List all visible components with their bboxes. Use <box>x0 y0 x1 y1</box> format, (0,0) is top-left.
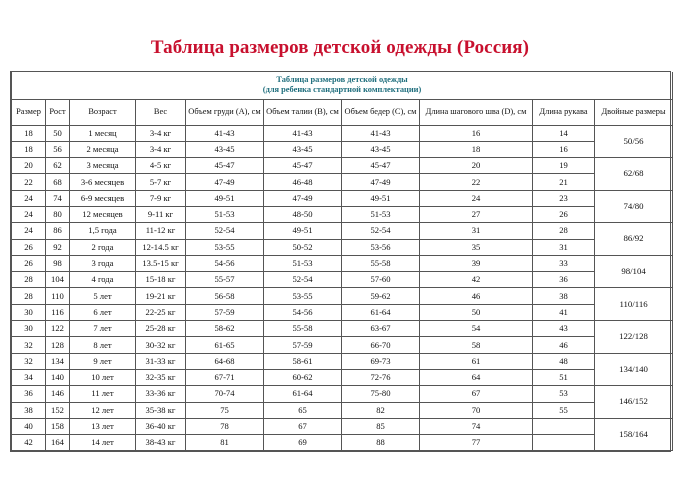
cell-double-size: 50/56 <box>595 125 673 158</box>
cell-waist: 43-45 <box>264 141 342 157</box>
cell-age: 1,5 года <box>70 223 136 239</box>
cell-inseam: 42 <box>420 272 533 288</box>
cell-sleeve: 33 <box>533 255 595 271</box>
cell-waist: 67 <box>264 418 342 434</box>
cell-sleeve: 48 <box>533 353 595 369</box>
cell-weight: 31-33 кг <box>136 353 186 369</box>
cell-size: 32 <box>12 353 46 369</box>
cell-hips: 51-53 <box>342 206 420 222</box>
cell-height: 80 <box>46 206 70 222</box>
cell-waist: 53-55 <box>264 288 342 304</box>
cell-weight: 15-18 кг <box>136 272 186 288</box>
table-row <box>12 435 673 451</box>
cell-sleeve: 55 <box>533 402 595 418</box>
cell-double-size: 62/68 <box>595 158 673 191</box>
table-row <box>12 141 673 157</box>
cell-waist: 58-61 <box>264 353 342 369</box>
table-caption-line2: (для ребенка стандартной комплектации) <box>262 85 422 95</box>
cell-height: 116 <box>46 304 70 320</box>
cell-waist: 57-59 <box>264 337 342 353</box>
cell-chest: 75 <box>186 402 264 418</box>
header-size: Размер <box>12 99 46 125</box>
cell-age: 14 лет <box>70 435 136 451</box>
cell-sleeve: 43 <box>533 321 595 337</box>
cell-height: 110 <box>46 288 70 304</box>
cell-waist: 52-54 <box>264 272 342 288</box>
cell-chest: 43-45 <box>186 141 264 157</box>
cell-weight: 35-38 кг <box>136 402 186 418</box>
cell-chest: 54-56 <box>186 255 264 271</box>
cell-sleeve: 36 <box>533 272 595 288</box>
cell-inseam: 50 <box>420 304 533 320</box>
size-table <box>11 72 673 451</box>
cell-double-size: 122/128 <box>595 321 673 354</box>
header-chest: Объем груди (А), см <box>186 99 264 125</box>
table-row <box>12 158 673 174</box>
cell-hips: 53-56 <box>342 239 420 255</box>
cell-sleeve: 14 <box>533 125 595 141</box>
cell-sleeve: 28 <box>533 223 595 239</box>
cell-double-size: 110/116 <box>595 288 673 321</box>
cell-size: 18 <box>12 125 46 141</box>
cell-size: 24 <box>12 206 46 222</box>
cell-waist: 51-53 <box>264 255 342 271</box>
cell-hips: 72-76 <box>342 369 420 385</box>
cell-inseam: 39 <box>420 255 533 271</box>
cell-inseam: 77 <box>420 435 533 451</box>
cell-chest: 61-65 <box>186 337 264 353</box>
cell-chest: 70-74 <box>186 386 264 402</box>
cell-inseam: 74 <box>420 418 533 434</box>
size-table-container <box>10 71 671 452</box>
cell-weight: 32-35 кг <box>136 369 186 385</box>
cell-hips: 63-67 <box>342 321 420 337</box>
cell-age: 5 лет <box>70 288 136 304</box>
cell-sleeve: 41 <box>533 304 595 320</box>
cell-size: 34 <box>12 369 46 385</box>
table-row <box>12 206 673 222</box>
cell-waist: 61-64 <box>264 386 342 402</box>
cell-double-size: 74/80 <box>595 190 673 223</box>
cell-inseam: 54 <box>420 321 533 337</box>
cell-weight: 5-7 кг <box>136 174 186 190</box>
cell-hips: 88 <box>342 435 420 451</box>
cell-hips: 82 <box>342 402 420 418</box>
cell-size: 28 <box>12 272 46 288</box>
cell-hips: 57-60 <box>342 272 420 288</box>
cell-hips: 49-51 <box>342 190 420 206</box>
cell-chest: 81 <box>186 435 264 451</box>
table-row <box>12 304 673 320</box>
cell-inseam: 18 <box>420 141 533 157</box>
cell-sleeve: 16 <box>533 141 595 157</box>
cell-waist: 47-49 <box>264 190 342 206</box>
cell-size: 30 <box>12 304 46 320</box>
table-row <box>12 353 673 369</box>
cell-age: 6 лет <box>70 304 136 320</box>
cell-weight: 25-28 кг <box>136 321 186 337</box>
cell-age: 3-6 месяцев <box>70 174 136 190</box>
cell-weight: 3-4 кг <box>136 141 186 157</box>
cell-chest: 58-62 <box>186 321 264 337</box>
cell-hips: 75-80 <box>342 386 420 402</box>
cell-weight: 36-40 кг <box>136 418 186 434</box>
cell-hips: 47-49 <box>342 174 420 190</box>
cell-inseam: 70 <box>420 402 533 418</box>
page-title: Таблица размеров детской одежды (Россия) <box>150 37 530 58</box>
cell-height: 98 <box>46 255 70 271</box>
cell-height: 86 <box>46 223 70 239</box>
header-double-sizes: Двойные размеры <box>595 99 673 125</box>
cell-weight: 13.5-15 кг <box>136 255 186 271</box>
cell-size: 36 <box>12 386 46 402</box>
table-row <box>12 223 673 239</box>
cell-hips: 61-64 <box>342 304 420 320</box>
cell-hips: 66-70 <box>342 337 420 353</box>
cell-inseam: 46 <box>420 288 533 304</box>
cell-age: 2 месяца <box>70 141 136 157</box>
cell-inseam: 31 <box>420 223 533 239</box>
table-caption-line1: Таблица размеров детской одежды <box>276 75 408 85</box>
cell-double-size: 146/152 <box>595 386 673 419</box>
cell-size: 24 <box>12 223 46 239</box>
cell-chest: 49-51 <box>186 190 264 206</box>
cell-age: 8 лет <box>70 337 136 353</box>
header-hips: Объем бедер (С), см <box>342 99 420 125</box>
cell-inseam: 67 <box>420 386 533 402</box>
cell-weight: 19-21 кг <box>136 288 186 304</box>
cell-hips: 59-62 <box>342 288 420 304</box>
cell-hips: 45-47 <box>342 158 420 174</box>
cell-chest: 41-43 <box>186 125 264 141</box>
cell-sleeve: 21 <box>533 174 595 190</box>
cell-height: 56 <box>46 141 70 157</box>
table-row <box>12 239 673 255</box>
cell-inseam: 35 <box>420 239 533 255</box>
cell-height: 134 <box>46 353 70 369</box>
header-age: Возраст <box>70 99 136 125</box>
table-row <box>12 174 673 190</box>
header-height: Рост <box>46 99 70 125</box>
cell-hips: 55-58 <box>342 255 420 271</box>
cell-double-size: 134/140 <box>595 353 673 386</box>
cell-height: 152 <box>46 402 70 418</box>
cell-size: 32 <box>12 337 46 353</box>
cell-sleeve: 31 <box>533 239 595 255</box>
table-row <box>12 402 673 418</box>
cell-sleeve: 53 <box>533 386 595 402</box>
cell-hips: 85 <box>342 418 420 434</box>
cell-sleeve: 19 <box>533 158 595 174</box>
cell-height: 62 <box>46 158 70 174</box>
cell-age: 3 месяца <box>70 158 136 174</box>
cell-hips: 43-45 <box>342 141 420 157</box>
cell-size: 22 <box>12 174 46 190</box>
cell-sleeve <box>533 435 595 451</box>
cell-waist: 49-51 <box>264 223 342 239</box>
cell-chest: 55-57 <box>186 272 264 288</box>
cell-waist: 41-43 <box>264 125 342 141</box>
cell-waist: 48-50 <box>264 206 342 222</box>
cell-height: 50 <box>46 125 70 141</box>
cell-waist: 50-52 <box>264 239 342 255</box>
cell-chest: 78 <box>186 418 264 434</box>
table-row <box>12 386 673 402</box>
table-row <box>12 288 673 304</box>
cell-weight: 38-43 кг <box>136 435 186 451</box>
cell-age: 12 месяцев <box>70 206 136 222</box>
cell-weight: 11-12 кг <box>136 223 186 239</box>
cell-age: 3 года <box>70 255 136 271</box>
cell-hips: 41-43 <box>342 125 420 141</box>
cell-inseam: 64 <box>420 369 533 385</box>
cell-height: 158 <box>46 418 70 434</box>
cell-weight: 22-25 кг <box>136 304 186 320</box>
cell-waist: 45-47 <box>264 158 342 174</box>
table-caption <box>12 72 673 99</box>
cell-sleeve: 38 <box>533 288 595 304</box>
cell-waist: 69 <box>264 435 342 451</box>
table-row <box>12 369 673 385</box>
cell-weight: 7-9 кг <box>136 190 186 206</box>
cell-size: 42 <box>12 435 46 451</box>
table-caption-row <box>12 72 673 99</box>
cell-size: 18 <box>12 141 46 157</box>
cell-waist: 46-48 <box>264 174 342 190</box>
cell-age: 6-9 месяцев <box>70 190 136 206</box>
table-row <box>12 255 673 271</box>
cell-weight: 30-32 кг <box>136 337 186 353</box>
header-sleeve: Длина рукава <box>533 99 595 125</box>
cell-height: 74 <box>46 190 70 206</box>
cell-height: 146 <box>46 386 70 402</box>
table-row <box>12 125 673 141</box>
cell-age: 12 лет <box>70 402 136 418</box>
cell-size: 30 <box>12 321 46 337</box>
cell-height: 68 <box>46 174 70 190</box>
cell-age: 10 лет <box>70 369 136 385</box>
cell-sleeve: 23 <box>533 190 595 206</box>
cell-height: 122 <box>46 321 70 337</box>
cell-weight: 12-14.5 кг <box>136 239 186 255</box>
cell-age: 4 года <box>70 272 136 288</box>
table-row <box>12 418 673 434</box>
cell-sleeve: 51 <box>533 369 595 385</box>
cell-age: 9 лет <box>70 353 136 369</box>
cell-weight: 4-5 кг <box>136 158 186 174</box>
cell-chest: 67-71 <box>186 369 264 385</box>
cell-size: 20 <box>12 158 46 174</box>
cell-sleeve <box>533 418 595 434</box>
cell-inseam: 61 <box>420 353 533 369</box>
cell-chest: 56-58 <box>186 288 264 304</box>
cell-inseam: 20 <box>420 158 533 174</box>
header-weight: Вес <box>136 99 186 125</box>
header-row <box>12 99 673 125</box>
cell-inseam: 27 <box>420 206 533 222</box>
cell-weight: 9-11 кг <box>136 206 186 222</box>
cell-size: 26 <box>12 255 46 271</box>
cell-inseam: 16 <box>420 125 533 141</box>
cell-size: 40 <box>12 418 46 434</box>
cell-chest: 53-55 <box>186 239 264 255</box>
cell-chest: 45-47 <box>186 158 264 174</box>
cell-age: 2 года <box>70 239 136 255</box>
cell-double-size: 98/104 <box>595 255 673 288</box>
cell-waist: 60-62 <box>264 369 342 385</box>
cell-height: 104 <box>46 272 70 288</box>
cell-double-size: 158/164 <box>595 418 673 451</box>
cell-sleeve: 26 <box>533 206 595 222</box>
cell-age: 13 лет <box>70 418 136 434</box>
cell-inseam: 24 <box>420 190 533 206</box>
cell-hips: 52-54 <box>342 223 420 239</box>
cell-weight: 3-4 кг <box>136 125 186 141</box>
cell-chest: 52-54 <box>186 223 264 239</box>
cell-chest: 57-59 <box>186 304 264 320</box>
table-row <box>12 337 673 353</box>
cell-size: 28 <box>12 288 46 304</box>
table-row <box>12 272 673 288</box>
cell-waist: 54-56 <box>264 304 342 320</box>
cell-height: 92 <box>46 239 70 255</box>
cell-height: 128 <box>46 337 70 353</box>
cell-size: 38 <box>12 402 46 418</box>
cell-size: 26 <box>12 239 46 255</box>
cell-height: 164 <box>46 435 70 451</box>
cell-height: 140 <box>46 369 70 385</box>
cell-chest: 51-53 <box>186 206 264 222</box>
cell-hips: 69-73 <box>342 353 420 369</box>
cell-double-size: 86/92 <box>595 223 673 256</box>
cell-age: 11 лет <box>70 386 136 402</box>
cell-waist: 55-58 <box>264 321 342 337</box>
header-inseam: Длина шагового шва (D), см <box>420 99 533 125</box>
cell-size: 24 <box>12 190 46 206</box>
cell-waist: 65 <box>264 402 342 418</box>
cell-inseam: 22 <box>420 174 533 190</box>
cell-age: 7 лет <box>70 321 136 337</box>
table-row <box>12 190 673 206</box>
table-row <box>12 321 673 337</box>
cell-weight: 33-36 кг <box>136 386 186 402</box>
header-waist: Объем талии (В), см <box>264 99 342 125</box>
cell-sleeve: 46 <box>533 337 595 353</box>
cell-inseam: 58 <box>420 337 533 353</box>
cell-age: 1 месяц <box>70 125 136 141</box>
cell-chest: 47-49 <box>186 174 264 190</box>
cell-chest: 64-68 <box>186 353 264 369</box>
